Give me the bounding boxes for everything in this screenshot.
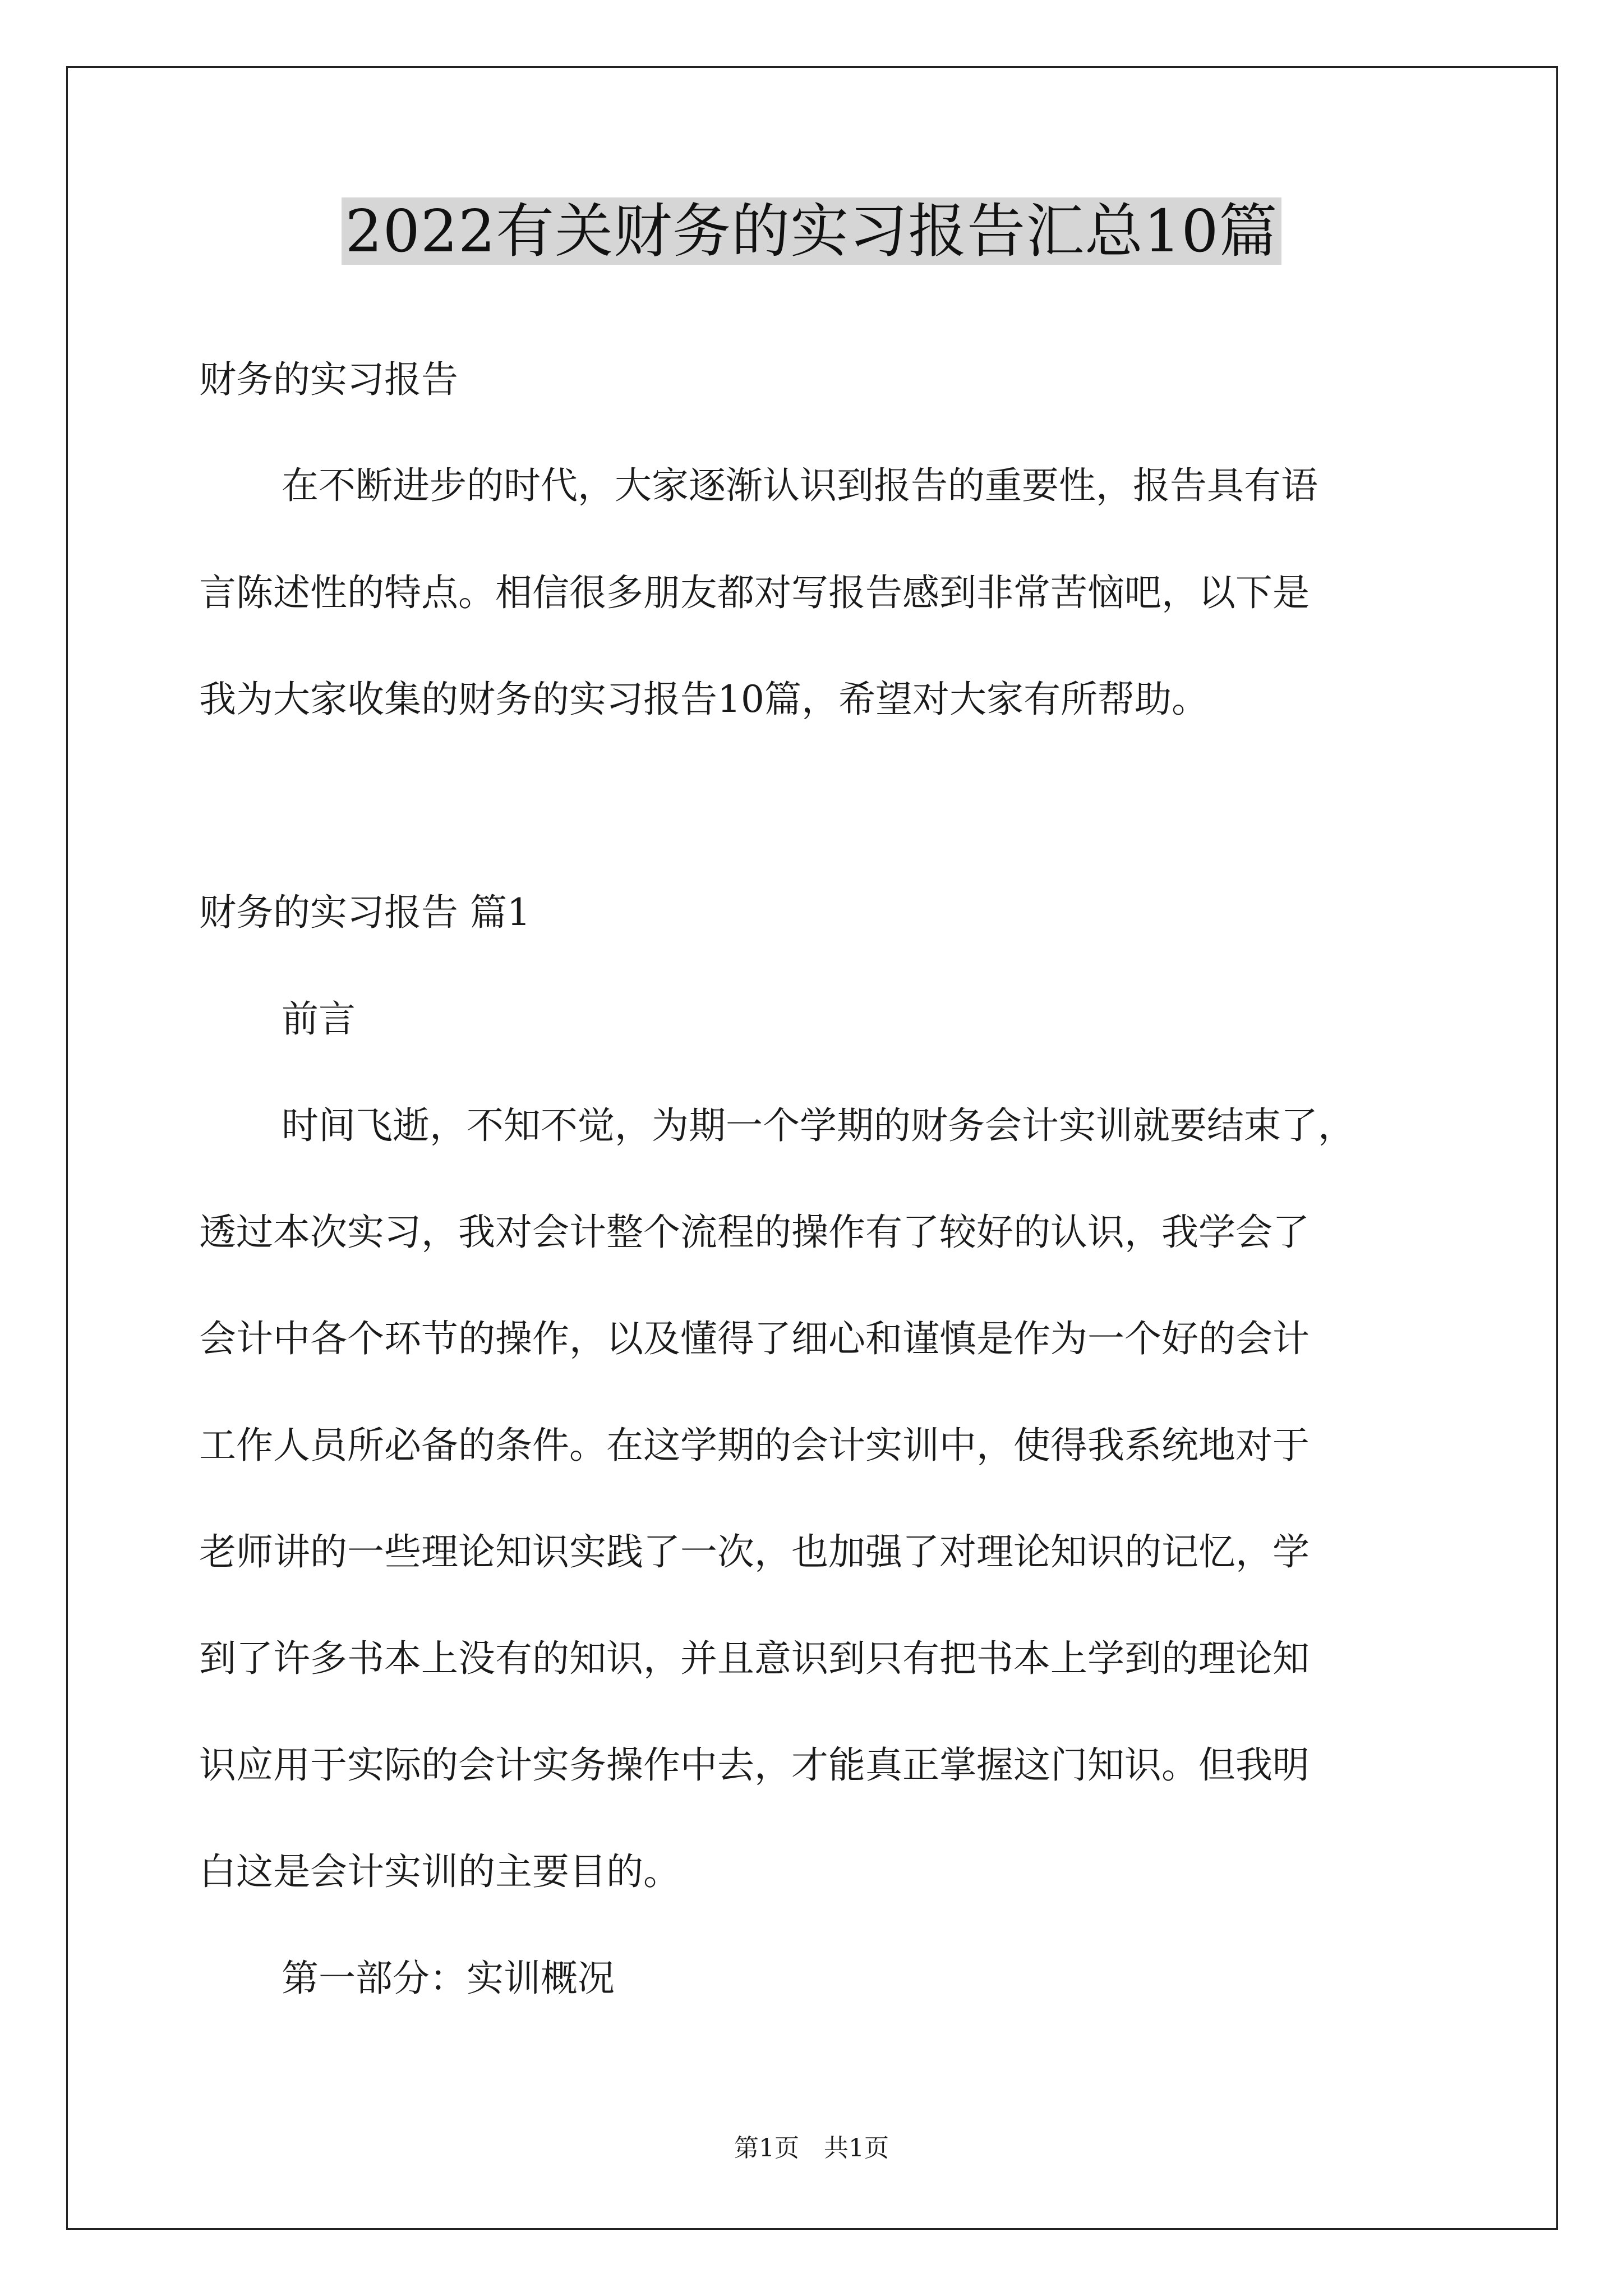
- body-line-6: 到了许多书本上没有的知识，并且意识到只有把书本上学到的理论知: [199, 1637, 1310, 1680]
- preface-label: 前言: [282, 997, 356, 1041]
- body-line-3: 会计中各个环节的操作，以及懂得了细心和谨慎是作为一个好的会计: [199, 1317, 1310, 1360]
- document-title-text: 2022有关财务的实习报告汇总10篇: [342, 197, 1281, 265]
- intro-line-2: 言陈述性的特点。相信很多朋友都对写报告感到非常苦恼吧，以下是: [199, 571, 1310, 614]
- body-line-1: 时间飞逝，不知不觉，为期一个学期的财务会计实训就要结束了，: [282, 1104, 1355, 1147]
- body-line-2: 透过本次实习，我对会计整个流程的操作有了较好的认识，我学会了: [199, 1211, 1310, 1254]
- document-title: [0, 197, 1623, 265]
- article-heading-1: 财务的实习报告 篇1: [199, 891, 531, 934]
- intro-line-1: 在不断进步的时代，大家逐渐认识到报告的重要性，报告具有语: [282, 464, 1318, 507]
- intro-line-3: 我为大家收集的财务的实习报告10篇，希望对大家有所帮助。: [199, 678, 1209, 721]
- body-line-4: 工作人员所必备的条件。在这学期的会计实训中，使得我系统地对于: [199, 1424, 1310, 1467]
- page-footer: 第1页 共1页: [734, 2134, 889, 2162]
- body-line-8: 白这是会计实训的主要目的。: [199, 1850, 680, 1893]
- body-line-5: 老师讲的一些理论知识实践了一次，也加强了对理论知识的记忆，学: [199, 1530, 1310, 1573]
- part-one-heading: 第一部分：实训概况: [282, 1957, 615, 2000]
- body-line-7: 识应用于实际的会计实务操作中去，才能真正掌握这门知识。但我明: [199, 1743, 1310, 1787]
- section-heading-1: 财务的实习报告: [199, 358, 458, 401]
